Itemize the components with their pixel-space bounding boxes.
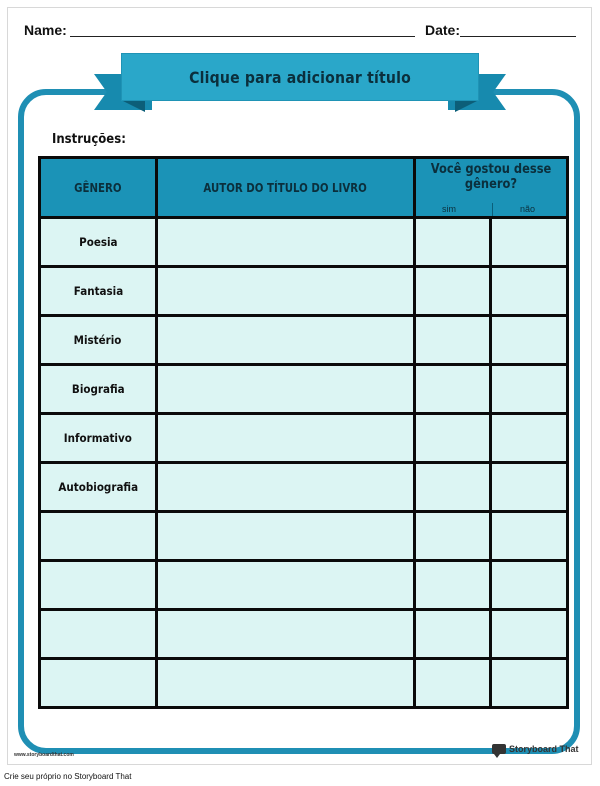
liked-no-cell[interactable] [491, 218, 568, 267]
sub-header-yes: sim [442, 204, 456, 214]
genre-cell [40, 365, 157, 414]
table-row [40, 267, 568, 316]
table-row [40, 365, 568, 414]
genre-cell [40, 218, 157, 267]
genre-cell [40, 316, 157, 365]
liked-yes-cell[interactable] [415, 267, 491, 316]
col-header-liked [415, 158, 568, 218]
table-row [40, 463, 568, 512]
liked-yes-cell[interactable] [415, 512, 491, 561]
liked-yes-cell[interactable] [415, 365, 491, 414]
author-title-cell[interactable] [157, 316, 415, 365]
author-title-cell[interactable] [157, 659, 415, 708]
liked-yes-cell[interactable] [415, 561, 491, 610]
genre-label: Autobiografia [58, 480, 138, 494]
instructions-label: Instruções: [52, 132, 126, 147]
col-header-author-title: AUTOR DO TÍTULO DO LIVRO [157, 158, 415, 218]
table-row [40, 561, 568, 610]
genre-label: Informativo [63, 431, 133, 445]
date-field[interactable] [460, 36, 576, 37]
liked-no-cell[interactable] [491, 610, 568, 659]
storyboard-logo [492, 744, 579, 754]
genre-cell [40, 463, 157, 512]
table-row [40, 218, 568, 267]
author-title-cell[interactable] [157, 414, 415, 463]
genre-label: Mistério [74, 333, 122, 347]
table-row [40, 659, 568, 708]
author-title-cell[interactable] [157, 267, 415, 316]
table-row [40, 610, 568, 659]
liked-no-cell[interactable] [491, 463, 568, 512]
genre-cell [40, 267, 157, 316]
liked-no-cell[interactable] [491, 414, 568, 463]
name-field[interactable] [70, 36, 415, 37]
liked-no-cell[interactable] [491, 267, 568, 316]
author-title-cell[interactable] [157, 610, 415, 659]
site-watermark: www.storyboardthat.com [14, 752, 74, 758]
liked-yes-cell[interactable] [415, 218, 491, 267]
genre-table [38, 156, 569, 709]
table-row [40, 414, 568, 463]
table-row [40, 512, 568, 561]
footer-caption: Crie seu próprio no Storyboard That [4, 772, 132, 781]
genre-cell [40, 561, 157, 610]
genre-cell [40, 659, 157, 708]
author-title-cell[interactable] [157, 561, 415, 610]
liked-no-cell[interactable] [491, 365, 568, 414]
header-row [24, 22, 579, 42]
liked-yes-cell[interactable] [415, 610, 491, 659]
liked-yes-cell[interactable] [415, 414, 491, 463]
name-label: Name: [24, 22, 67, 38]
liked-yes-cell[interactable] [415, 316, 491, 365]
genre-label: Fantasia [73, 284, 123, 298]
genre-cell [40, 610, 157, 659]
liked-question-line2: gênero? [464, 176, 518, 192]
logo-text: Storyboard That [509, 744, 579, 754]
title-banner[interactable] [121, 53, 479, 101]
author-title-cell[interactable] [157, 512, 415, 561]
liked-yes-cell[interactable] [415, 463, 491, 512]
author-title-cell[interactable] [157, 365, 415, 414]
author-title-cell[interactable] [157, 218, 415, 267]
genre-label: Biografia [71, 382, 125, 396]
liked-yes-cell[interactable] [415, 659, 491, 708]
date-label: Date: [425, 22, 461, 38]
genre-cell [40, 414, 157, 463]
liked-question-line1: Você gostou desse [430, 161, 552, 177]
genre-label: Poesia [78, 235, 118, 249]
liked-no-cell[interactable] [491, 659, 568, 708]
sub-header-no: não [520, 204, 536, 214]
table-row [40, 316, 568, 365]
col-header-genre: GÊNERO [40, 158, 157, 218]
liked-no-cell[interactable] [491, 316, 568, 365]
genre-cell [40, 512, 157, 561]
table-header-row [40, 158, 568, 218]
sub-header-divider [492, 203, 493, 216]
author-title-cell[interactable] [157, 463, 415, 512]
liked-no-cell[interactable] [491, 561, 568, 610]
speech-bubble-icon [492, 744, 506, 754]
liked-no-cell[interactable] [491, 512, 568, 561]
page-title[interactable]: Clique para adicionar título [189, 67, 411, 87]
